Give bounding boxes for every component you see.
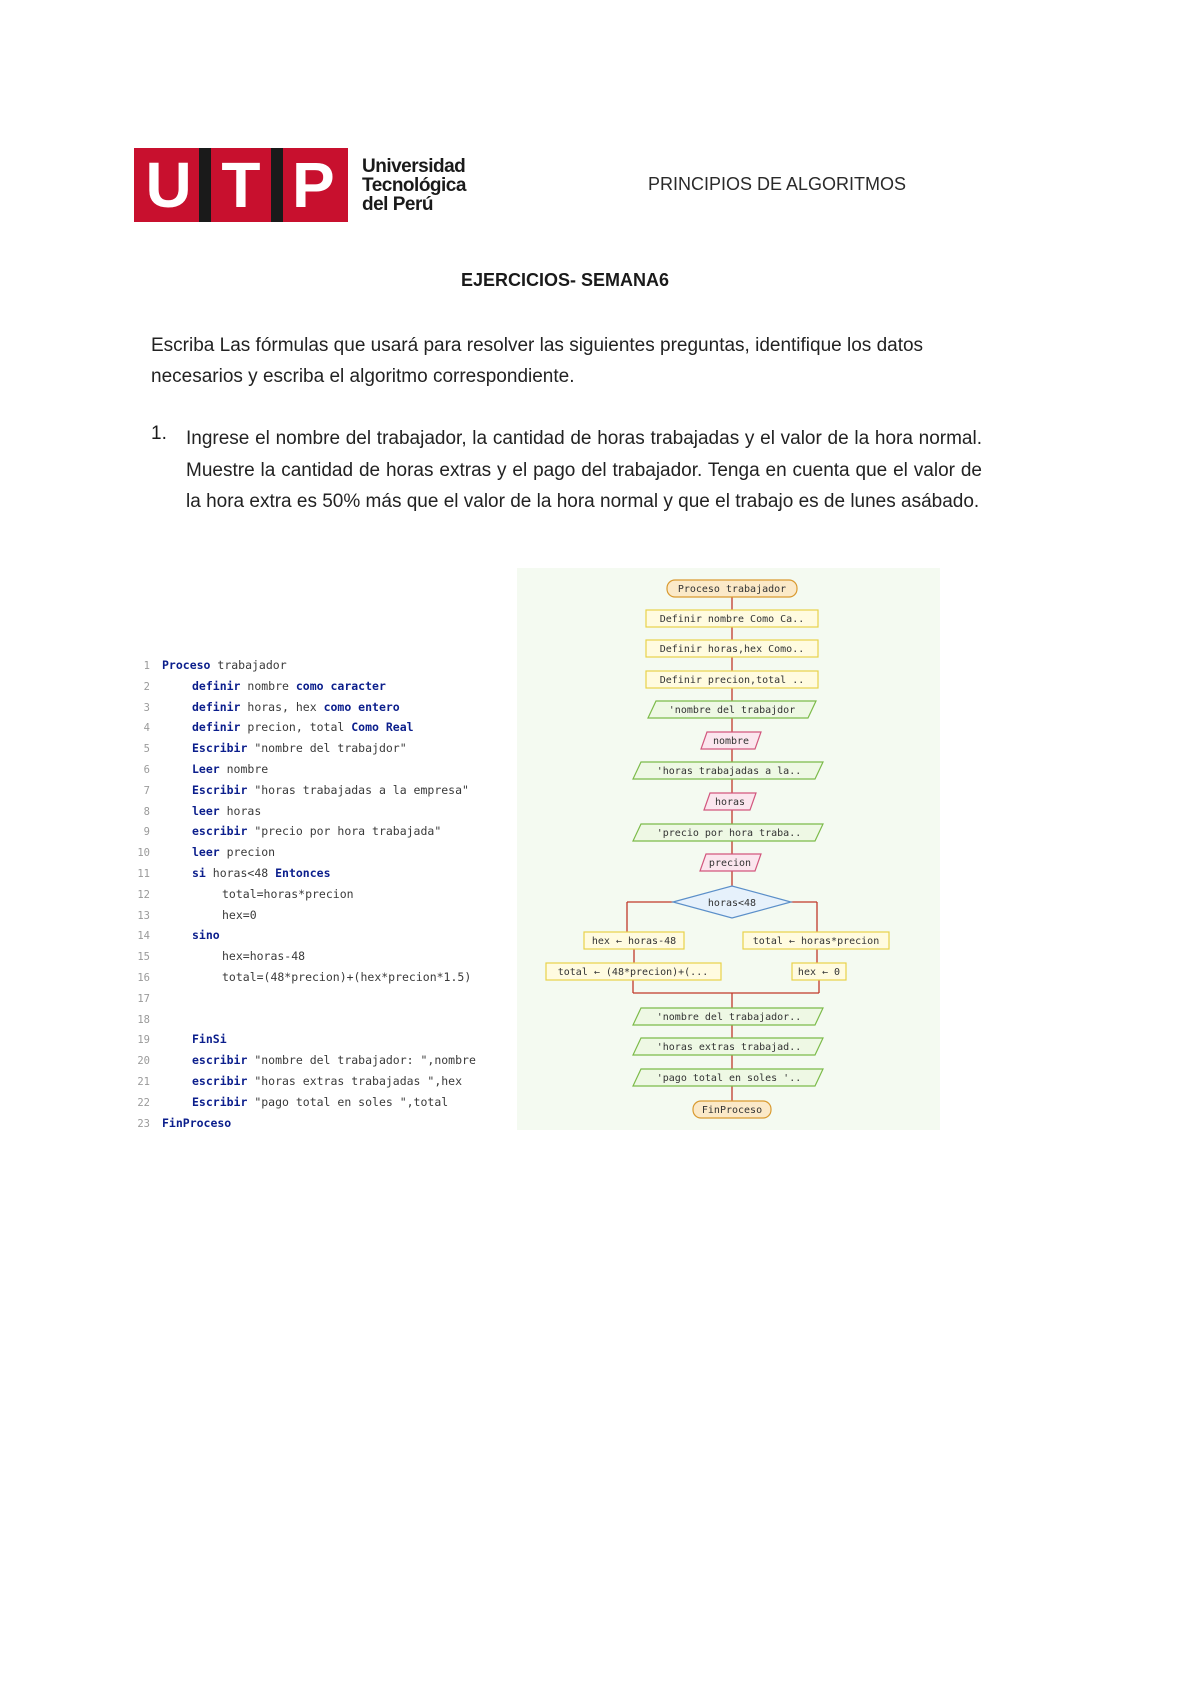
code-text (162, 908, 257, 922)
code-rest: precion, total (240, 720, 352, 735)
flowchart-svg (517, 568, 940, 1130)
code-keyword: leer (192, 803, 220, 818)
code-text (162, 700, 400, 714)
code-rest: total=(48*precion)+(hex*precion*1.5) (222, 969, 472, 984)
code-rest: hex=horas-48 (222, 949, 306, 964)
line-number: 23 (137, 1117, 150, 1130)
code-text (162, 970, 471, 984)
code-text (162, 887, 354, 901)
logo-line-1: Universidad (362, 155, 466, 177)
line-number: 18 (137, 1013, 150, 1026)
code-keyword: si (192, 865, 206, 880)
code-text (162, 741, 407, 755)
code-keyword: Escribir (192, 1094, 248, 1109)
code-rest: "horas trabajadas a la empresa" (247, 782, 469, 797)
line-number: 19 (137, 1034, 150, 1047)
line-number: 6 (143, 763, 150, 776)
code-keyword: escribir (192, 1073, 248, 1088)
code-keyword: FinSi (192, 1032, 227, 1047)
question-text: Ingrese el nombre del trabajador, la cantidad de horas trabajadas y el valor de la hora normal. Muestre la cantidad de horas extras y el pago del trabajador. Tenga en cuenta que el valor de la hora extra es 50% más que el valor de la hora normal y que el trabajo es de lunes asábado. (186, 428, 982, 512)
code-line (128, 717, 508, 738)
code-rest: total=horas*precion (222, 886, 354, 901)
code-text (162, 824, 441, 838)
code-text (162, 1116, 231, 1130)
fc-def1-label: Definir nombre Como Ca.. (659, 614, 805, 625)
fc-false-1-label: hex ← horas-48 (591, 936, 677, 947)
code-keyword: definir (192, 699, 241, 714)
code-text (162, 928, 220, 942)
code-text (162, 720, 414, 734)
line-number: 12 (137, 888, 150, 901)
code-text (162, 679, 386, 693)
code-text (162, 762, 268, 776)
fc-start-label: Proceso trabajador (677, 584, 787, 595)
code-line (128, 676, 508, 697)
code-rest: trabajador (210, 658, 287, 672)
code-keyword: como caracter (295, 678, 386, 693)
logo-block (134, 148, 348, 222)
fc-end-label: FinProceso (701, 1105, 763, 1116)
code-text (162, 1032, 227, 1046)
code-keyword: Proceso (162, 658, 211, 672)
fc-out2-label: 'horas trabajadas a la.. (656, 766, 802, 777)
code-keyword: leer (192, 845, 220, 860)
code-line (128, 821, 508, 842)
line-number: 21 (137, 1075, 150, 1088)
code-text (162, 783, 469, 797)
code-line (128, 780, 508, 801)
line-number: 4 (143, 722, 150, 735)
fc-out4-label: 'nombre del trabajador.. (656, 1012, 802, 1023)
code-keyword: escribir (192, 824, 248, 839)
line-number: 3 (143, 701, 150, 714)
line-number: 1 (143, 660, 150, 672)
intro-paragraph: Escriba Las fórmulas que usará para resolver las siguientes preguntas, identifique los datos necesarios y escriba el algoritmo correspondiente. (151, 335, 924, 387)
logo-letter-t: T (214, 154, 268, 216)
course-name: PRINCIPIOS DE ALGORITMOS (648, 174, 907, 194)
logo-text (362, 157, 466, 214)
code-line (128, 697, 508, 718)
code-rest: precion (219, 845, 276, 860)
fc-decision-label: horas<48 (707, 898, 757, 909)
code-rest: horas (219, 803, 262, 818)
code-keyword: definir (192, 720, 241, 735)
code-line (128, 1009, 508, 1030)
code-line (128, 863, 508, 884)
question-number: 1. (151, 423, 167, 444)
code-rest: horas<48 (205, 865, 276, 880)
code-rest: "pago total en soles ",total (247, 1094, 449, 1109)
logo-line-2: Tecnológica (362, 174, 466, 196)
code-text (162, 658, 287, 672)
line-number: 17 (137, 992, 150, 1005)
fc-in2-label: horas (714, 797, 746, 808)
code-line (128, 738, 508, 759)
logo-separator (271, 148, 283, 222)
code-keyword: Como Real (351, 720, 414, 735)
code-line (128, 1092, 508, 1113)
code-line (128, 925, 508, 946)
code-text (162, 866, 331, 880)
utp-logo (134, 148, 466, 222)
logo-separator (199, 148, 211, 222)
code-text (162, 845, 275, 859)
fc-out5-label: 'horas extras trabajad.. (656, 1042, 802, 1053)
code-keyword: Leer (192, 761, 220, 776)
fc-out1-label: 'nombre del trabajdor (668, 705, 796, 716)
code-rest: nombre (240, 678, 296, 693)
line-number: 16 (137, 971, 150, 984)
code-line (128, 884, 508, 905)
code-line (128, 1113, 508, 1134)
code-text (162, 804, 261, 818)
code-text (162, 1053, 476, 1067)
fc-in1-label: nombre (712, 736, 750, 747)
code-keyword: escribir (192, 1053, 248, 1068)
logo-line-3: del Perú (362, 193, 433, 215)
line-number: 7 (143, 784, 150, 797)
flowchart (517, 568, 940, 1130)
fc-out6-label: 'pago total en soles '.. (656, 1073, 802, 1084)
code-text (162, 1095, 448, 1109)
line-number: 22 (137, 1096, 150, 1109)
fc-true-1-label: total ← horas*precion (752, 936, 880, 947)
code-line (128, 967, 508, 988)
line-number: 9 (143, 826, 150, 839)
line-number: 8 (143, 805, 150, 818)
code-rest: "precio por hora trabajada" (247, 824, 442, 839)
code-rest: hex=0 (222, 907, 257, 922)
line-number: 20 (137, 1055, 150, 1068)
code-line (128, 655, 508, 676)
fc-out3-label: 'precio por hora traba.. (656, 828, 802, 839)
line-number: 11 (137, 867, 150, 880)
code-keyword: Escribir (192, 741, 248, 756)
pseint-code-listing (128, 655, 508, 1133)
code-keyword: sino (192, 928, 220, 943)
code-line (128, 1050, 508, 1071)
code-line (128, 988, 508, 1009)
logo-letter-p: P (286, 154, 340, 216)
line-number: 2 (143, 680, 150, 693)
fc-in3-label: precion (708, 858, 752, 869)
code-line (128, 1071, 508, 1092)
code-rest: "nombre del trabajdor" (247, 741, 407, 756)
code-rest: horas, hex (240, 699, 324, 714)
code-line (128, 801, 508, 822)
fc-false-2-label: total ← (48*precion)+(... (557, 967, 709, 978)
code-keyword: Entonces (275, 865, 331, 880)
code-keyword: definir (192, 678, 241, 693)
line-number: 15 (137, 951, 150, 964)
logo-letter-u: U (142, 154, 196, 216)
code-text (162, 1074, 462, 1088)
code-rest: "horas extras trabajadas ",hex (247, 1073, 463, 1088)
code-rest: nombre (219, 761, 269, 776)
page-title: EJERCICIOS- SEMANA6 (460, 270, 670, 290)
code-line (128, 1029, 508, 1050)
code-keyword: FinProceso (162, 1115, 232, 1130)
code-line (128, 905, 508, 926)
fc-def2-label: Definir horas,hex Como.. (659, 644, 805, 655)
fc-true-2-label: hex ← 0 (797, 967, 841, 978)
code-line (128, 946, 508, 967)
code-line (128, 759, 508, 780)
code-keyword: Escribir (192, 782, 248, 797)
code-rest: "nombre del trabajador: ",nombre (247, 1053, 476, 1068)
code-keyword: como entero (323, 699, 400, 714)
code-text (162, 949, 305, 963)
line-number: 10 (137, 847, 150, 860)
line-number: 13 (137, 909, 150, 922)
code-line (128, 842, 508, 863)
line-number: 14 (137, 930, 150, 943)
fc-def3-label: Definir precion,total .. (659, 675, 805, 686)
line-number: 5 (143, 743, 150, 756)
